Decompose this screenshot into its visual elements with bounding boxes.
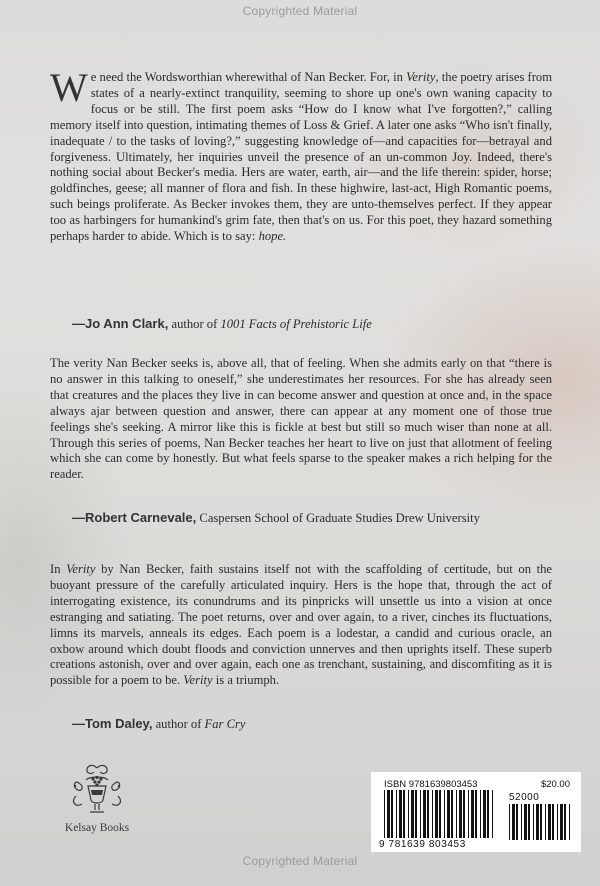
barcode-bar bbox=[475, 790, 477, 838]
barcode-bar bbox=[435, 790, 438, 838]
barcode-bar bbox=[509, 804, 510, 840]
isbn-label: ISBN 9781639803453 bbox=[384, 779, 478, 790]
barcode-bar bbox=[536, 804, 539, 840]
vine-urn-logo-icon bbox=[66, 762, 128, 820]
barcode-bar bbox=[545, 804, 546, 840]
reviewer-name: —Jo Ann Clark, bbox=[72, 316, 169, 331]
barcode-bar bbox=[533, 804, 534, 840]
barcode-bar bbox=[512, 804, 515, 840]
barcode-bar bbox=[516, 804, 518, 840]
review-blurb-2: The verity Nan Becker seeks is, above all, that of feeling. When she admits early on that “there is no answer in this talking to oneself,” she underestimates her resources. For she has already seen that creatures and the places they live in can become answer and question at once and, in the space always ajar between question and answer, there can appear at any moment one of those true feelings she's seeking. A mirror like this is fickle at best but still so much wiser than none at all. Through this series of poems, Nan Becker teaches her heart to live on just that allotment of feeling which she can come by honestly. But what feels sparse to the speaker makes a rich helping for the reader. bbox=[50, 356, 552, 482]
barcode-bar bbox=[548, 804, 551, 840]
barcode-bar bbox=[439, 790, 441, 838]
price-label: $20.00 bbox=[540, 779, 570, 790]
barcode-bar bbox=[524, 804, 527, 840]
barcode-bar bbox=[521, 804, 522, 840]
drop-cap: W bbox=[50, 65, 88, 110]
barcode-bar bbox=[540, 804, 542, 840]
review-attribution-3: —Tom Daley, author of Far Cry bbox=[72, 716, 246, 731]
barcode-bar bbox=[569, 804, 570, 840]
barcode-bar bbox=[560, 804, 563, 840]
barcode-bar bbox=[459, 790, 462, 838]
review-attribution-1: —Jo Ann Clark, author of 1001 Facts of Prehistoric Life bbox=[72, 316, 372, 331]
barcode-bar bbox=[387, 790, 390, 838]
copyright-watermark-bottom: Copyrighted Material bbox=[242, 854, 358, 868]
barcode-bar bbox=[399, 790, 402, 838]
barcode-bar bbox=[415, 790, 417, 838]
barcode-bar bbox=[408, 790, 409, 838]
barcode-bar bbox=[396, 790, 397, 838]
barcode-bar bbox=[403, 790, 405, 838]
barcode-bar bbox=[432, 790, 433, 838]
review-attribution-2: —Robert Carnevale, Caspersen School of Graduate Studies Drew University bbox=[72, 510, 480, 525]
barcode-bar bbox=[468, 790, 469, 838]
barcode-bar bbox=[411, 790, 414, 838]
publisher-name: Kelsay Books bbox=[64, 822, 130, 834]
barcode-bar bbox=[463, 790, 465, 838]
barcode-bar bbox=[427, 790, 429, 838]
barcode-bar bbox=[423, 790, 426, 838]
barcode-bar bbox=[420, 790, 421, 838]
barcode-bar bbox=[552, 804, 554, 840]
addon-barcode-bars bbox=[509, 804, 571, 840]
isbn-barcode bbox=[371, 772, 581, 852]
barcode-bar bbox=[492, 790, 493, 838]
barcode-bar bbox=[384, 790, 385, 838]
publisher-logo bbox=[52, 762, 142, 834]
review-blurb-1: We need the Wordsworthian wherewithal of Nan Becker. For, in Verity, the poetry arises from states of a nearly-extinct tranquility, seeming to shore up one's own waning capacity to focus or be still. The first poem asks “How do I know what I've forgotten?,” calling memory itself into question, intimating themes of Loss & Grief. A later one asks “Who isn't finally, inadequate / to the tasks of loving?,” suggesting knowledge of—and capacities for—betrayal and forgiveness. Ultimately, her inquiries unveil the presence of an un-common Joy. Indeed, there's nothing social about Becker's media. Hers are water, earth, air—and the life therein: spider, horse; goldfinches, geese; all manner of flora and fish. In these highwire, last-act, High Romantic poems, such beings proliferate. As Becker invokes them, they are unto-themselves perfect. If they appear too as harbingers for humankind's grim fate, then that's on us. For this poet, they hazard something perhaps harder to abide. Which is to say: hope. bbox=[50, 65, 552, 244]
reviewer-name: —Tom Daley, bbox=[72, 716, 153, 731]
barcode-bar bbox=[483, 790, 486, 838]
barcode-bar bbox=[480, 790, 481, 838]
copyright-watermark-top: Copyrighted Material bbox=[242, 4, 358, 18]
barcode-bar bbox=[444, 790, 445, 838]
barcode-bar bbox=[564, 804, 566, 840]
barcode-bar bbox=[528, 804, 530, 840]
review-blurb-3: In Verity by Nan Becker, faith sustains itself not with the scaffolding of certitude, but on the buoyant pressure of the carefully articulated inquiry. Hers is the hope that, through the act of interrogating existence, its conundrums and its pinpricks will unsettle us into a vision at once estranging and satiating. The poet returns, over and over again, to a river, cinches its fluctuations, limns its marvels, anneals its edges. Each poem is a lodestar, a candid and curious oracle, an oxbow around which doubt floods and conviction unnerves and then uprights itself. These superb creations astonish, over and over again, each one as trenchant, sustaining, and discomfiting as it is possible for a poem to be. Verity is a triumph. bbox=[50, 562, 552, 688]
reviewer-name: —Robert Carnevale, bbox=[72, 510, 197, 525]
barcode-digits: 9 781639 803453 bbox=[379, 839, 466, 850]
barcode-bar bbox=[557, 804, 558, 840]
barcode-bar bbox=[447, 790, 450, 838]
barcode-bar bbox=[451, 790, 453, 838]
barcode-bar bbox=[471, 790, 474, 838]
barcode-bar bbox=[487, 790, 489, 838]
barcode-bar bbox=[391, 790, 393, 838]
barcode-bar bbox=[456, 790, 457, 838]
addon-code: 52000 bbox=[509, 792, 540, 803]
barcode-bars bbox=[384, 790, 496, 838]
